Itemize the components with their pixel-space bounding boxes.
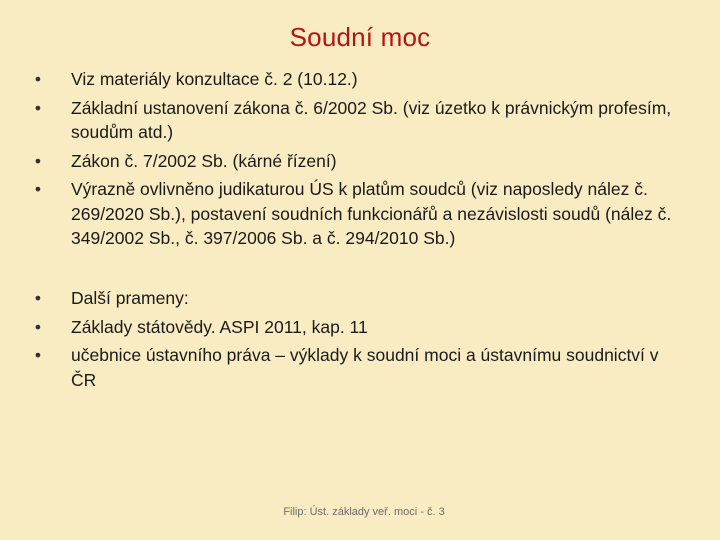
bullet-icon: • [34, 345, 42, 365]
footer-text: Filip: Úst. základy veř. moci - č. 3 [283, 506, 445, 518]
list-item-text: Základní ustanovení zákona č. 6/2002 Sb. (viz úzetko k právnickým profesím, soudům atd.) [71, 97, 672, 142]
slide-title: Soudní moc [289, 22, 431, 52]
bullet-icon: • [34, 97, 42, 118]
list-item [30, 96, 680, 145]
slide-footer [0, 506, 720, 518]
list-item [30, 286, 680, 311]
list-item-text: Zákon č. 7/2002 Sb. (kárné řízení) [71, 150, 337, 171]
list-item [30, 67, 680, 92]
list-item-text: Výrazně ovlivněno judikaturou ÚS k platům soudců (viz naposledy nález č. 269/2020 Sb.), postavení soudních funkcionářů a nezávislosti soudů (nález č. 349/2002 Sb., č. 397/2006 Sb. a č. 294/2010 Sb.) [71, 179, 672, 248]
list-item-text: Základy státovědy. ASPI 2011, kap. 11 [71, 316, 368, 337]
list-item [30, 343, 680, 392]
list-item-text: učebnice ústavního práva – výklady k soudní moci a ústavnímu soudnictví v ČR [71, 345, 659, 390]
list-item-text: Viz materiály konzultace č. 2 (10.12.) [71, 69, 358, 89]
bullet-icon: • [34, 179, 42, 199]
list-item [30, 177, 680, 251]
list-item-text: Další prameny: [71, 288, 189, 308]
bullet-list-main [30, 67, 680, 255]
bullet-list-sources [30, 286, 680, 396]
bullet-icon: • [34, 150, 42, 171]
list-item [30, 149, 680, 174]
list-item [30, 315, 680, 340]
bullet-icon: • [34, 316, 42, 337]
bullet-icon: • [34, 69, 42, 89]
bullet-icon: • [34, 288, 42, 308]
